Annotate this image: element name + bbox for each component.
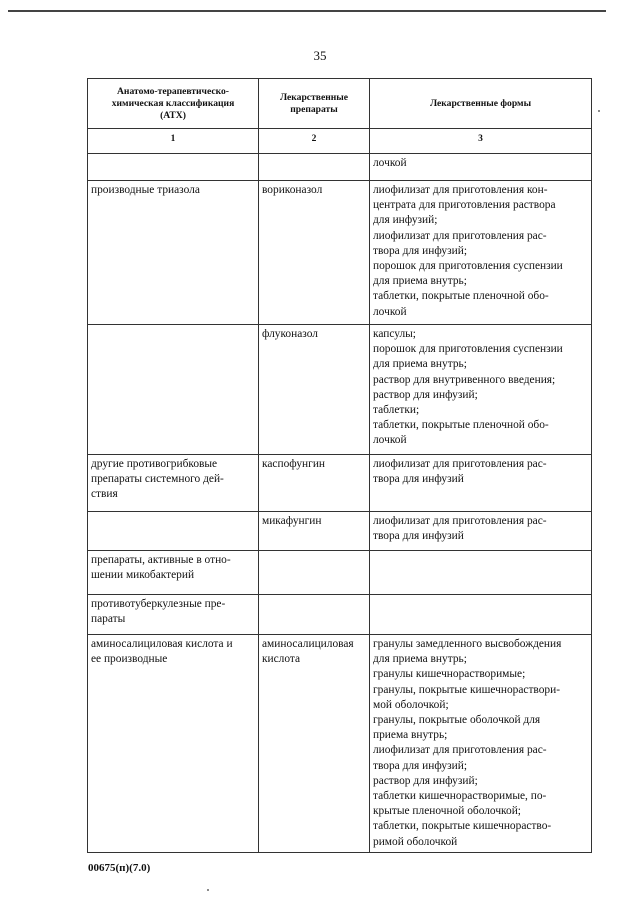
table-row [88, 512, 592, 551]
scan-speck [598, 110, 600, 112]
forms-cell [370, 595, 592, 635]
header-atx: Анатомо-терапевтическо- химическая классификация (АТХ) [88, 79, 259, 129]
table-row [88, 181, 592, 325]
drug-cell [259, 551, 370, 595]
table-row [88, 325, 592, 455]
atx-cell [88, 325, 259, 455]
drug-cell: флуконазол [259, 325, 370, 455]
column-number: 2 [259, 129, 370, 154]
forms-cell: лочкой [370, 154, 592, 181]
atx-cell: противотуберкулезные пре- параты [88, 595, 259, 635]
drug-cell [259, 154, 370, 181]
drug-cell: микафунгин [259, 512, 370, 551]
drug-cell: каспофунгин [259, 455, 370, 512]
top-rule [8, 10, 606, 12]
table-row [88, 595, 592, 635]
table-header-row [88, 79, 592, 129]
header-drugs: Лекарственные препараты [259, 79, 370, 129]
forms-cell: лиофилизат для приготовления рас- твора для инфузий [370, 512, 592, 551]
drug-cell: аминосалициловая кислота [259, 635, 370, 853]
scan-speck [207, 889, 209, 891]
atx-cell [88, 154, 259, 181]
atx-cell [88, 512, 259, 551]
table-row [88, 154, 592, 181]
column-number: 3 [370, 129, 592, 154]
column-number: 1 [88, 129, 259, 154]
drug-cell [259, 595, 370, 635]
forms-cell: капсулы; порошок для приготовления суспензии для приема внутрь; раствор для внутривенного введения; раствор для инфузий; таблетки; таблетки, покрытые пленочной обо- лочкой [370, 325, 592, 455]
table-row [88, 455, 592, 512]
drug-cell: вориконазол [259, 181, 370, 325]
atx-cell: препараты, активные в отно- шении микобактерий [88, 551, 259, 595]
forms-cell: лиофилизат для приготовления кон- центрата для приготовления раствора для инфузий; лиофилизат для приготовления рас- твора для инфузий; порошок для приготовления суспензии для приема внутрь; таблетки, покрытые пленочной обо- лочкой [370, 181, 592, 325]
atx-cell: производные триазола [88, 181, 259, 325]
forms-cell: лиофилизат для приготовления рас- твора для инфузий [370, 455, 592, 512]
document-code: 00675(п)(7.0) [88, 862, 151, 874]
column-number-row [88, 129, 592, 154]
atx-cell: другие противогрибковые препараты системного дей- ствия [88, 455, 259, 512]
header-forms: Лекарственные формы [370, 79, 592, 129]
table-row [88, 635, 592, 853]
page-number: 35 [313, 48, 327, 63]
table-row [88, 551, 592, 595]
drug-classification-table [87, 78, 592, 853]
forms-cell: гранулы замедленного высвобождения для приема внутрь; гранулы кишечнорастворимые; гранулы, покрытые кишечнораствори- мой оболочкой; гранулы, покрытые оболочкой для приема внутрь; лиофилизат для приготовления рас- твора для инфузий; раствор для инфузий; таблетки кишечнорастворимые, по- крытые пленочной оболочкой; таблетки, покрытые кишечнораство- римой оболочкой [370, 635, 592, 853]
forms-cell [370, 551, 592, 595]
atx-cell: аминосалициловая кислота и ее производные [88, 635, 259, 853]
